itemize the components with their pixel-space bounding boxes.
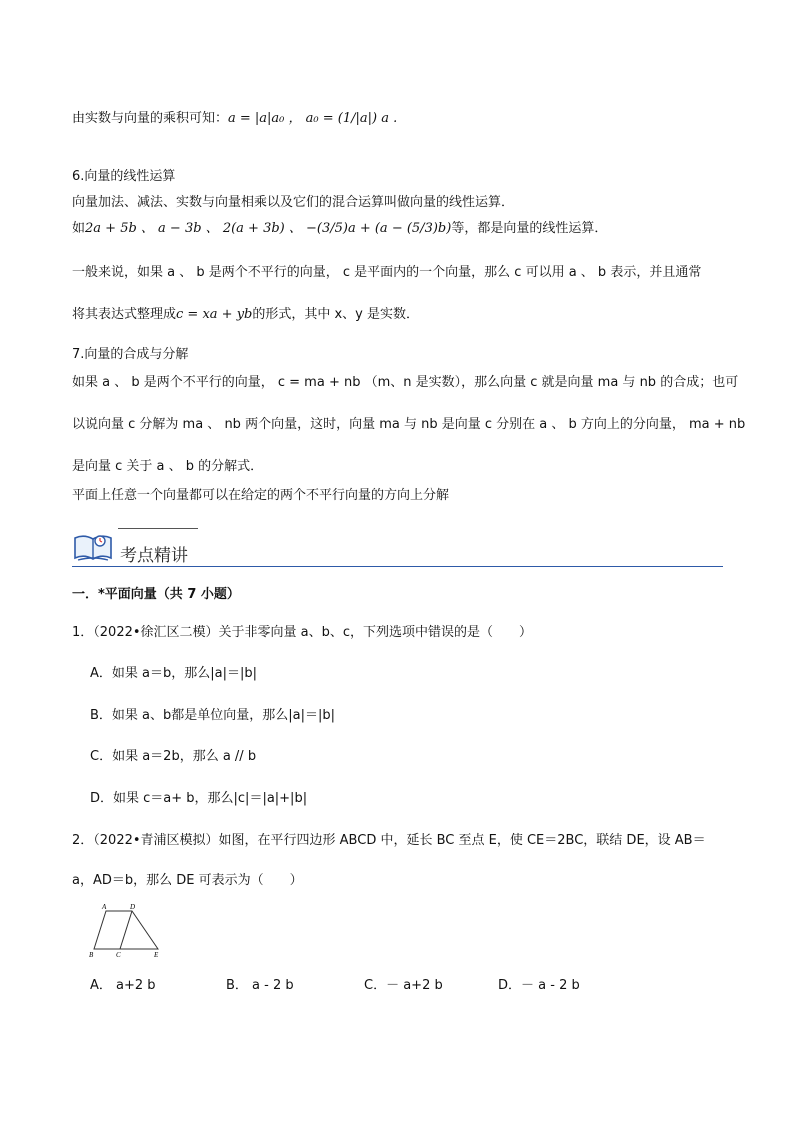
fig-label-d: D bbox=[130, 903, 136, 911]
section6-line2 bbox=[72, 220, 607, 238]
q2-option-d: D．－ a - 2 b bbox=[498, 978, 580, 993]
fig-label-e: E bbox=[154, 951, 159, 959]
banner-title: 考点精讲 bbox=[120, 546, 188, 566]
q2-stem: 2．（2022•青浦区模拟）如图，在平行四边形 ABCD 中，延长 BC 至点 E，使 CE＝2BC，联结 DE，设 AB＝ bbox=[72, 833, 706, 848]
q2-option-c: C．－ a+2 b bbox=[364, 978, 443, 993]
q1-option-a: A．如果 a＝b，那么|a|＝|b| bbox=[90, 666, 257, 681]
fig-label-a: A bbox=[102, 903, 107, 911]
banner-top-rule bbox=[118, 528, 198, 529]
section7-line3: 是向量 c 关于 a 、 b 的分解式． bbox=[72, 459, 264, 474]
q1-option-d: D．如果 c＝a+ b，那么|c|＝|a|+|b| bbox=[90, 791, 308, 806]
section6-line4-suffix: 的形式，其中 x、y 是实数． bbox=[252, 307, 420, 322]
section7-line1: 如果 a 、 b 是两个不平行的向量， c = ma + nb （m、n 是实数），那么向量 c 就是向量 ma 与 nb 的合成；也可 bbox=[72, 375, 739, 390]
section6-line1: 向量加法、减法、实数与向量相乘以及它们的混合运算叫做向量的线性运算． bbox=[72, 195, 515, 210]
section6-line2-suffix: 等，都是向量的线性运算． bbox=[451, 221, 608, 236]
section7-heading: 7.向量的合成与分解 bbox=[72, 347, 189, 362]
parallelogram-figure bbox=[86, 903, 166, 959]
q2-stem-2: a，AD＝b，那么 DE 可表示为（ ） bbox=[72, 873, 303, 888]
section6-line2-prefix: 如 bbox=[72, 221, 86, 236]
section7-line4: 平面上任意一个向量都可以在给定的两个不平行向量的方向上分解 bbox=[72, 488, 450, 503]
intro-line bbox=[72, 110, 397, 128]
q2-option-a: A． a+2 b bbox=[90, 978, 156, 993]
fig-label-b: B bbox=[89, 951, 94, 959]
intro-formula: a = |a|a₀ ， a₀ = (1/|a|) a . bbox=[228, 111, 398, 126]
section6-line4 bbox=[72, 306, 419, 324]
section7-line2: 以说向量 c 分解为 ma 、 nb 两个向量，这时，向量 ma 与 nb 是向量 c 分别在 a 、 b 方向上的分向量， ma + nb bbox=[72, 417, 746, 432]
fig-label-c: C bbox=[116, 951, 121, 959]
q1-option-c: C．如果 a＝2b，那么 a // b bbox=[90, 749, 257, 764]
section6-line3: 一般来说，如果 a 、 b 是两个不平行的向量， c 是平面内的一个向量，那么 c 可以用 a 、 b 表示，并且通常 bbox=[72, 265, 702, 280]
section6-heading: 6.向量的线性运算 bbox=[72, 169, 176, 184]
section6-line2-exprs: 2a + 5b 、 a − 3b 、 2(a + 3b) 、 −(3/5)a + (a − (5/3)b) bbox=[85, 221, 452, 236]
banner-rule bbox=[72, 566, 723, 567]
q2-option-b: B． a - 2 b bbox=[226, 978, 294, 993]
section6-line4-prefix: 将其表达式整理成 bbox=[72, 307, 177, 322]
q1-option-b: B．如果 a、b都是单位向量，那么|a|＝|b| bbox=[90, 708, 336, 723]
part1-heading: 一．*平面向量（共 7 小题） bbox=[72, 587, 240, 602]
q1-stem: 1．（2022•徐汇区二模）关于非零向量 a、b、c，下列选项中错误的是（ ） bbox=[72, 625, 533, 640]
section6-line4-expr: c = xa + yb bbox=[176, 307, 253, 322]
intro-text: 由实数与向量的乘积可知： bbox=[72, 111, 229, 126]
book-icon bbox=[72, 530, 114, 564]
